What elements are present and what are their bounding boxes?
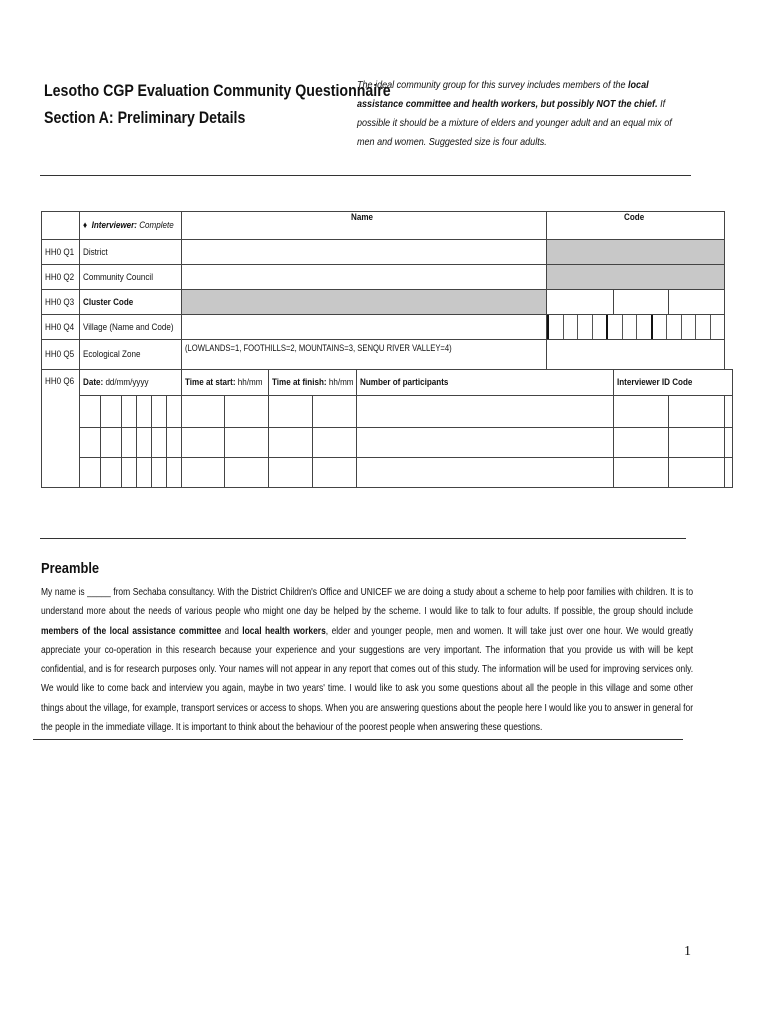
page-title (44, 78, 391, 132)
row-id: HH0 Q3 (42, 290, 80, 315)
cluster-code-box-2[interactable] (614, 290, 669, 315)
row-label: Cluster Code (80, 290, 182, 315)
title-line-2: Section A: Preliminary Details (44, 109, 246, 127)
row-id: HH0 Q1 (42, 240, 80, 265)
ecological-zone-code-field[interactable] (547, 340, 725, 370)
date-month-box[interactable] (122, 396, 137, 428)
interviewer-id-box[interactable] (614, 396, 669, 428)
preamble-divider (33, 739, 683, 740)
row-label: District (80, 240, 182, 265)
row-label: Village (Name and Code) (80, 315, 182, 340)
row-label: Ecological Zone (80, 340, 182, 370)
preamble-text: My name is _____ from Sechaba consultancy. With the District Children's Office and UNICEF we are doing a study about a scheme to help poor families with children. It is to understand more about the needs of various people who might one day be helped by the scheme. I would like to talk to four adults. If possible, the group should include members of the local assistance committee and local health workers, elder and younger people, men and women. It will take just over one hour. We would greatly appreciate your co-operation in this research because your experience and your suggestions are very important. The information that you provide us with will be kept confidential, and is for research purposes only. Your names will not appear in any report that comes out of this study. The information will be used for improving services only. We would like to come back and interview you again, maybe in two years' time. I would like to ask you some questions about all the people in this village and some other things about the village, for example, transport services or access to shops. When you are answering questions about the people here I would like you to answer in general for the people in the immediate village. It is important to think about the behaviour of the poorest people when answering these questions. (41, 586, 694, 734)
header-divider (40, 175, 691, 176)
preliminary-details-table (41, 211, 733, 488)
name-column-header: Name (182, 212, 547, 240)
page-number: 1 (684, 944, 691, 959)
participants-box[interactable] (357, 396, 614, 428)
group-note: The ideal community group for this survey includes members of the local assistance committee and health workers, but possibly NOT the chief. If possible it should be a mixture of elders and younger adult and an equal mix of men and women. Suggested size is four adults. (357, 79, 672, 148)
finish-time-box[interactable] (269, 396, 313, 428)
diamond-icon: ♦ (83, 220, 88, 231)
time-start-header: Time at start: hh/mm (182, 370, 269, 396)
ecological-zone-options: (LOWLANDS=1, FOOTHILLS=2, MOUNTAINS=3, SENQU RIVER VALLEY=4) (182, 340, 547, 370)
council-name-field[interactable] (182, 265, 547, 290)
row-label: Community Council (80, 265, 182, 290)
participants-header: Number of participants (357, 370, 614, 396)
village-code-field[interactable] (547, 315, 725, 340)
date-header: Date: dd/mm/yyyy (80, 370, 182, 396)
start-time-box[interactable] (182, 396, 225, 428)
village-name-field[interactable] (182, 315, 547, 340)
q6-entry-row (42, 458, 733, 488)
preamble-heading: Preamble (41, 560, 100, 577)
row-id: HH0 Q6 (42, 370, 80, 488)
date-day-box[interactable] (80, 396, 101, 428)
cluster-code-box-3[interactable] (669, 290, 725, 315)
cluster-code-box-1[interactable] (547, 290, 614, 315)
interviewer-instruction: ♦ Interviewer: Complete (80, 212, 182, 240)
code-column-header: Code (547, 212, 725, 240)
title-line-1: Lesotho CGP Evaluation Community Questionnaire (44, 82, 391, 100)
district-code-shaded (547, 240, 725, 265)
district-name-field[interactable] (182, 240, 547, 265)
q6-entry-row (42, 428, 733, 458)
interviewer-id-header: Interviewer ID Code (614, 370, 733, 396)
row-id: HH0 Q4 (42, 315, 80, 340)
row-id: HH0 Q5 (42, 340, 80, 370)
cluster-name-shaded (182, 290, 547, 315)
council-code-shaded (547, 265, 725, 290)
q6-entry-row (42, 396, 733, 428)
time-finish-header: Time at finish: hh/mm (269, 370, 357, 396)
table-divider (40, 538, 686, 539)
row-id: HH0 Q2 (42, 265, 80, 290)
